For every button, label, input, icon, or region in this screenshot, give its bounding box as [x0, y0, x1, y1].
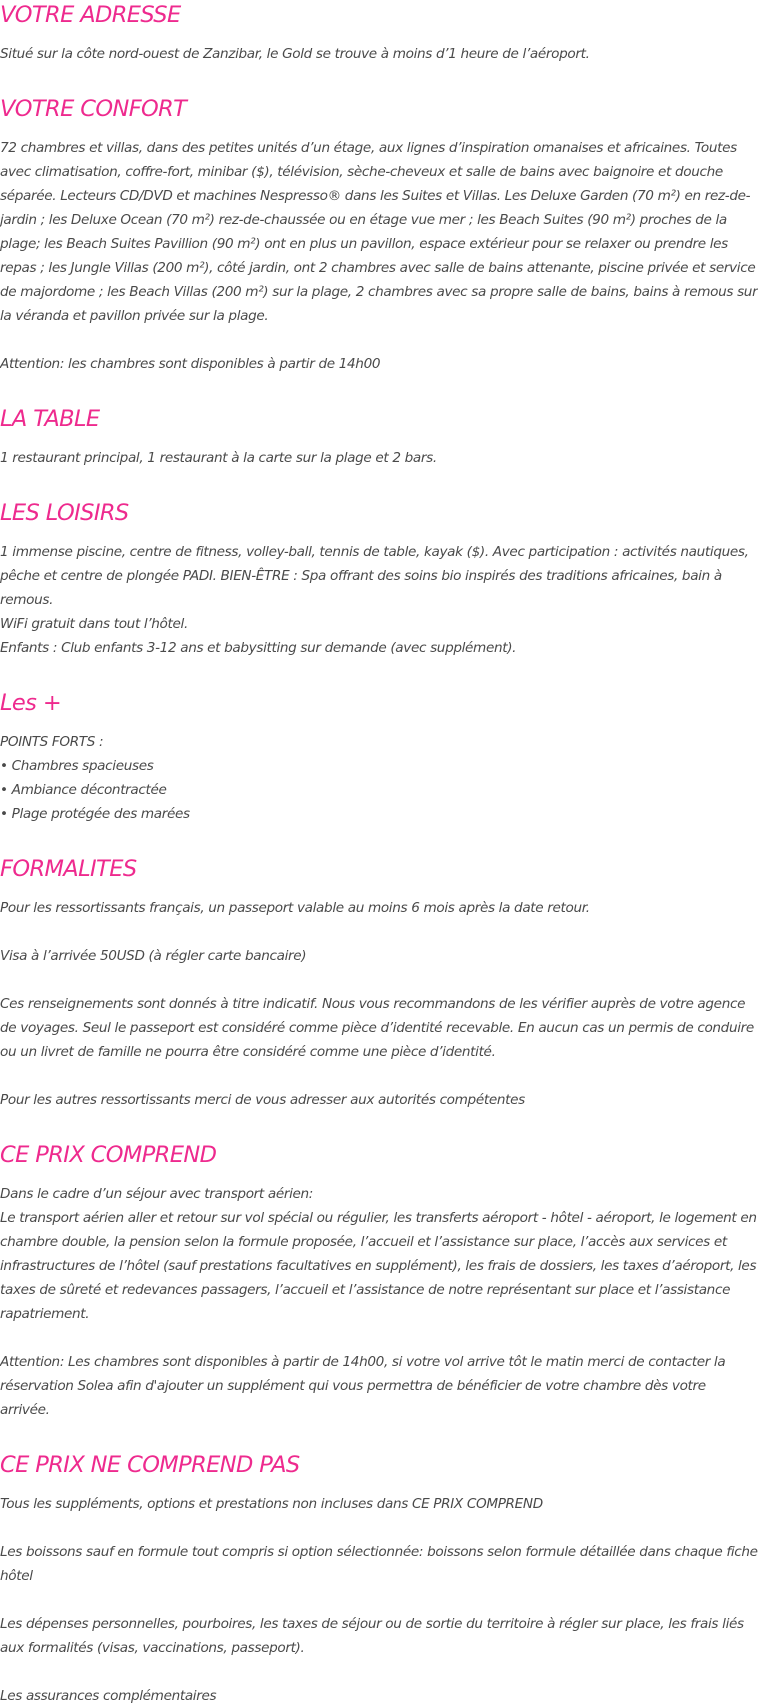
text-line: POINTS FORTS : [0, 734, 104, 750]
text-line: Pour les ressortissants français, un passeport valable au moins 6 mois après la date retour. [0, 900, 590, 916]
section-les [0, 688, 758, 826]
text-line: Les dépenses personnelles, pourboires, les taxes de séjour ou de sortie du territoire à régler sur place, les frais liés aux formalités (visas, vaccinations, passeport). [0, 1616, 744, 1656]
section-paragraph [0, 136, 758, 328]
section-paragraph [0, 1182, 758, 1326]
text-line: Les boissons sauf en formule tout compris si option sélectionnée: boissons selon formule détaillée dans chaque fiche hôtel [0, 1544, 758, 1584]
text-line: • Ambiance décontractée [0, 782, 167, 798]
section-paragraph [0, 1540, 758, 1588]
text-line: Les assurances complémentaires [0, 1688, 217, 1704]
section-heading: VOTRE CONFORT [0, 96, 187, 122]
section-heading: VOTRE ADRESSE [0, 2, 181, 28]
text-line: Le transport aérien aller et retour sur vol spécial ou régulier, les transferts aéroport - hôtel - aéroport, le logement en chambre double, la pension selon la formule proposée, l’accueil et l’assistance sur place, l’accès aux services et infrastructures de l’hôtel (sauf prestations facultatives en supplément), les frais de dossiers, les taxes d’aéroport, les taxes de sûreté et redevances passagers, l’accueil et l’assistance de notre représentant sur place et l’assistance rapatriement. [0, 1210, 757, 1322]
section-heading: LES LOISIRS [0, 500, 129, 526]
text-line: WiFi gratuit dans tout l’hôtel. [0, 616, 188, 632]
section-paragraph [0, 446, 758, 470]
text-line: Visa à l’arrivée 50USD (à régler carte bancaire) [0, 948, 307, 964]
section-paragraph [0, 352, 758, 376]
section-paragraph [0, 1350, 758, 1422]
text-line: Dans le cadre d’un séjour avec transport aérien: [0, 1186, 314, 1202]
section-paragraph [0, 730, 758, 826]
section-la-table [0, 404, 758, 470]
section-les-loisirs [0, 498, 758, 660]
section-paragraph [0, 944, 758, 968]
section-heading: CE PRIX NE COMPREND PAS [0, 1452, 300, 1478]
text-line: Tous les suppléments, options et prestations non incluses dans CE PRIX COMPREND [0, 1496, 543, 1512]
text-line: • Plage protégée des marées [0, 806, 190, 822]
section-votre-adresse [0, 0, 758, 66]
text-line: 1 immense piscine, centre de fitness, volley-ball, tennis de table, kayak ($). Avec participation : activités nautiques, pêche et centre de plongée PADI. BIEN-ÊTRE : Spa offrant des soins bio inspirés des traditions africaines, bain à remous. [0, 544, 749, 608]
text-line: Attention: les chambres sont disponibles à partir de 14h00 [0, 356, 381, 372]
section-paragraph [0, 540, 758, 660]
section-paragraph [0, 1088, 758, 1112]
section-heading: LA TABLE [0, 406, 100, 432]
section-ce-prix-comprend [0, 1140, 758, 1422]
section-paragraph [0, 1612, 758, 1660]
text-line: • Chambres spacieuses [0, 758, 154, 774]
section-ce-prix-ne-comprend-pas [0, 1450, 758, 1708]
text-line: Situé sur la côte nord-ouest de Zanzibar, le Gold se trouve à moins d’1 heure de l’aéroport. [0, 46, 590, 62]
text-line: Attention: Les chambres sont disponibles à partir de 14h00, si votre vol arrive tôt le matin merci de contacter la réservation Solea afin d'ajouter un supplément qui vous permettra de bénéficier de votre chambre dès votre arrivée. [0, 1354, 726, 1418]
text-line: Ces renseignements sont donnés à titre indicatif. Nous vous recommandons de les vérifier auprès de votre agence de voyages. Seul le passeport est considéré comme pièce d’identité recevable. En aucun cas un permis de conduire ou un livret de famille ne pourra être considéré comme une pièce d’identité. [0, 996, 754, 1060]
section-formalites [0, 854, 758, 1112]
text-line: 1 restaurant principal, 1 restaurant à la carte sur la plage et 2 bars. [0, 450, 437, 466]
section-votre-confort [0, 94, 758, 376]
text-line: Pour les autres ressortissants merci de vous adresser aux autorités compétentes [0, 1092, 525, 1108]
text-line: Enfants : Club enfants 3-12 ans et babysitting sur demande (avec supplément). [0, 640, 517, 656]
text-line: 72 chambres et villas, dans des petites unités d’un étage, aux lignes d’inspiration omanaises et africaines. Toutes avec climatisation, coffre-fort, minibar ($), télévision, sèche-cheveux et salle de bains avec baignoire et douche séparée. Lecteurs CD/DVD et machines Nespresso® dans les Suites et Villas. Les Deluxe Garden (70 m²) en rez-de-jardin ; les Deluxe Ocean (70 m²) rez-de-chaussée ou en étage vue mer ; les Beach Suites (90 m²) proches de la plage; les Beach Suites Pavillion (90 m²) ont en plus un pavillon, espace extérieur pour se relaxer ou prendre les repas ; les Jungle Villas (200 m²), côté jardin, ont 2 chambres avec salle de bains attenante, piscine privée et service de majordome ; les Beach Villas (200 m²) sur la plage, 2 chambres avec sa propre salle de bains, bains à remous sur la véranda et pavillon privée sur la plage. [0, 140, 758, 324]
section-heading: Les + [0, 690, 62, 716]
section-paragraph [0, 992, 758, 1064]
section-heading: CE PRIX COMPREND [0, 1142, 217, 1168]
section-paragraph [0, 1684, 758, 1708]
section-paragraph [0, 42, 758, 66]
section-paragraph [0, 896, 758, 920]
section-paragraph [0, 1492, 758, 1516]
section-heading: FORMALITES [0, 856, 137, 882]
